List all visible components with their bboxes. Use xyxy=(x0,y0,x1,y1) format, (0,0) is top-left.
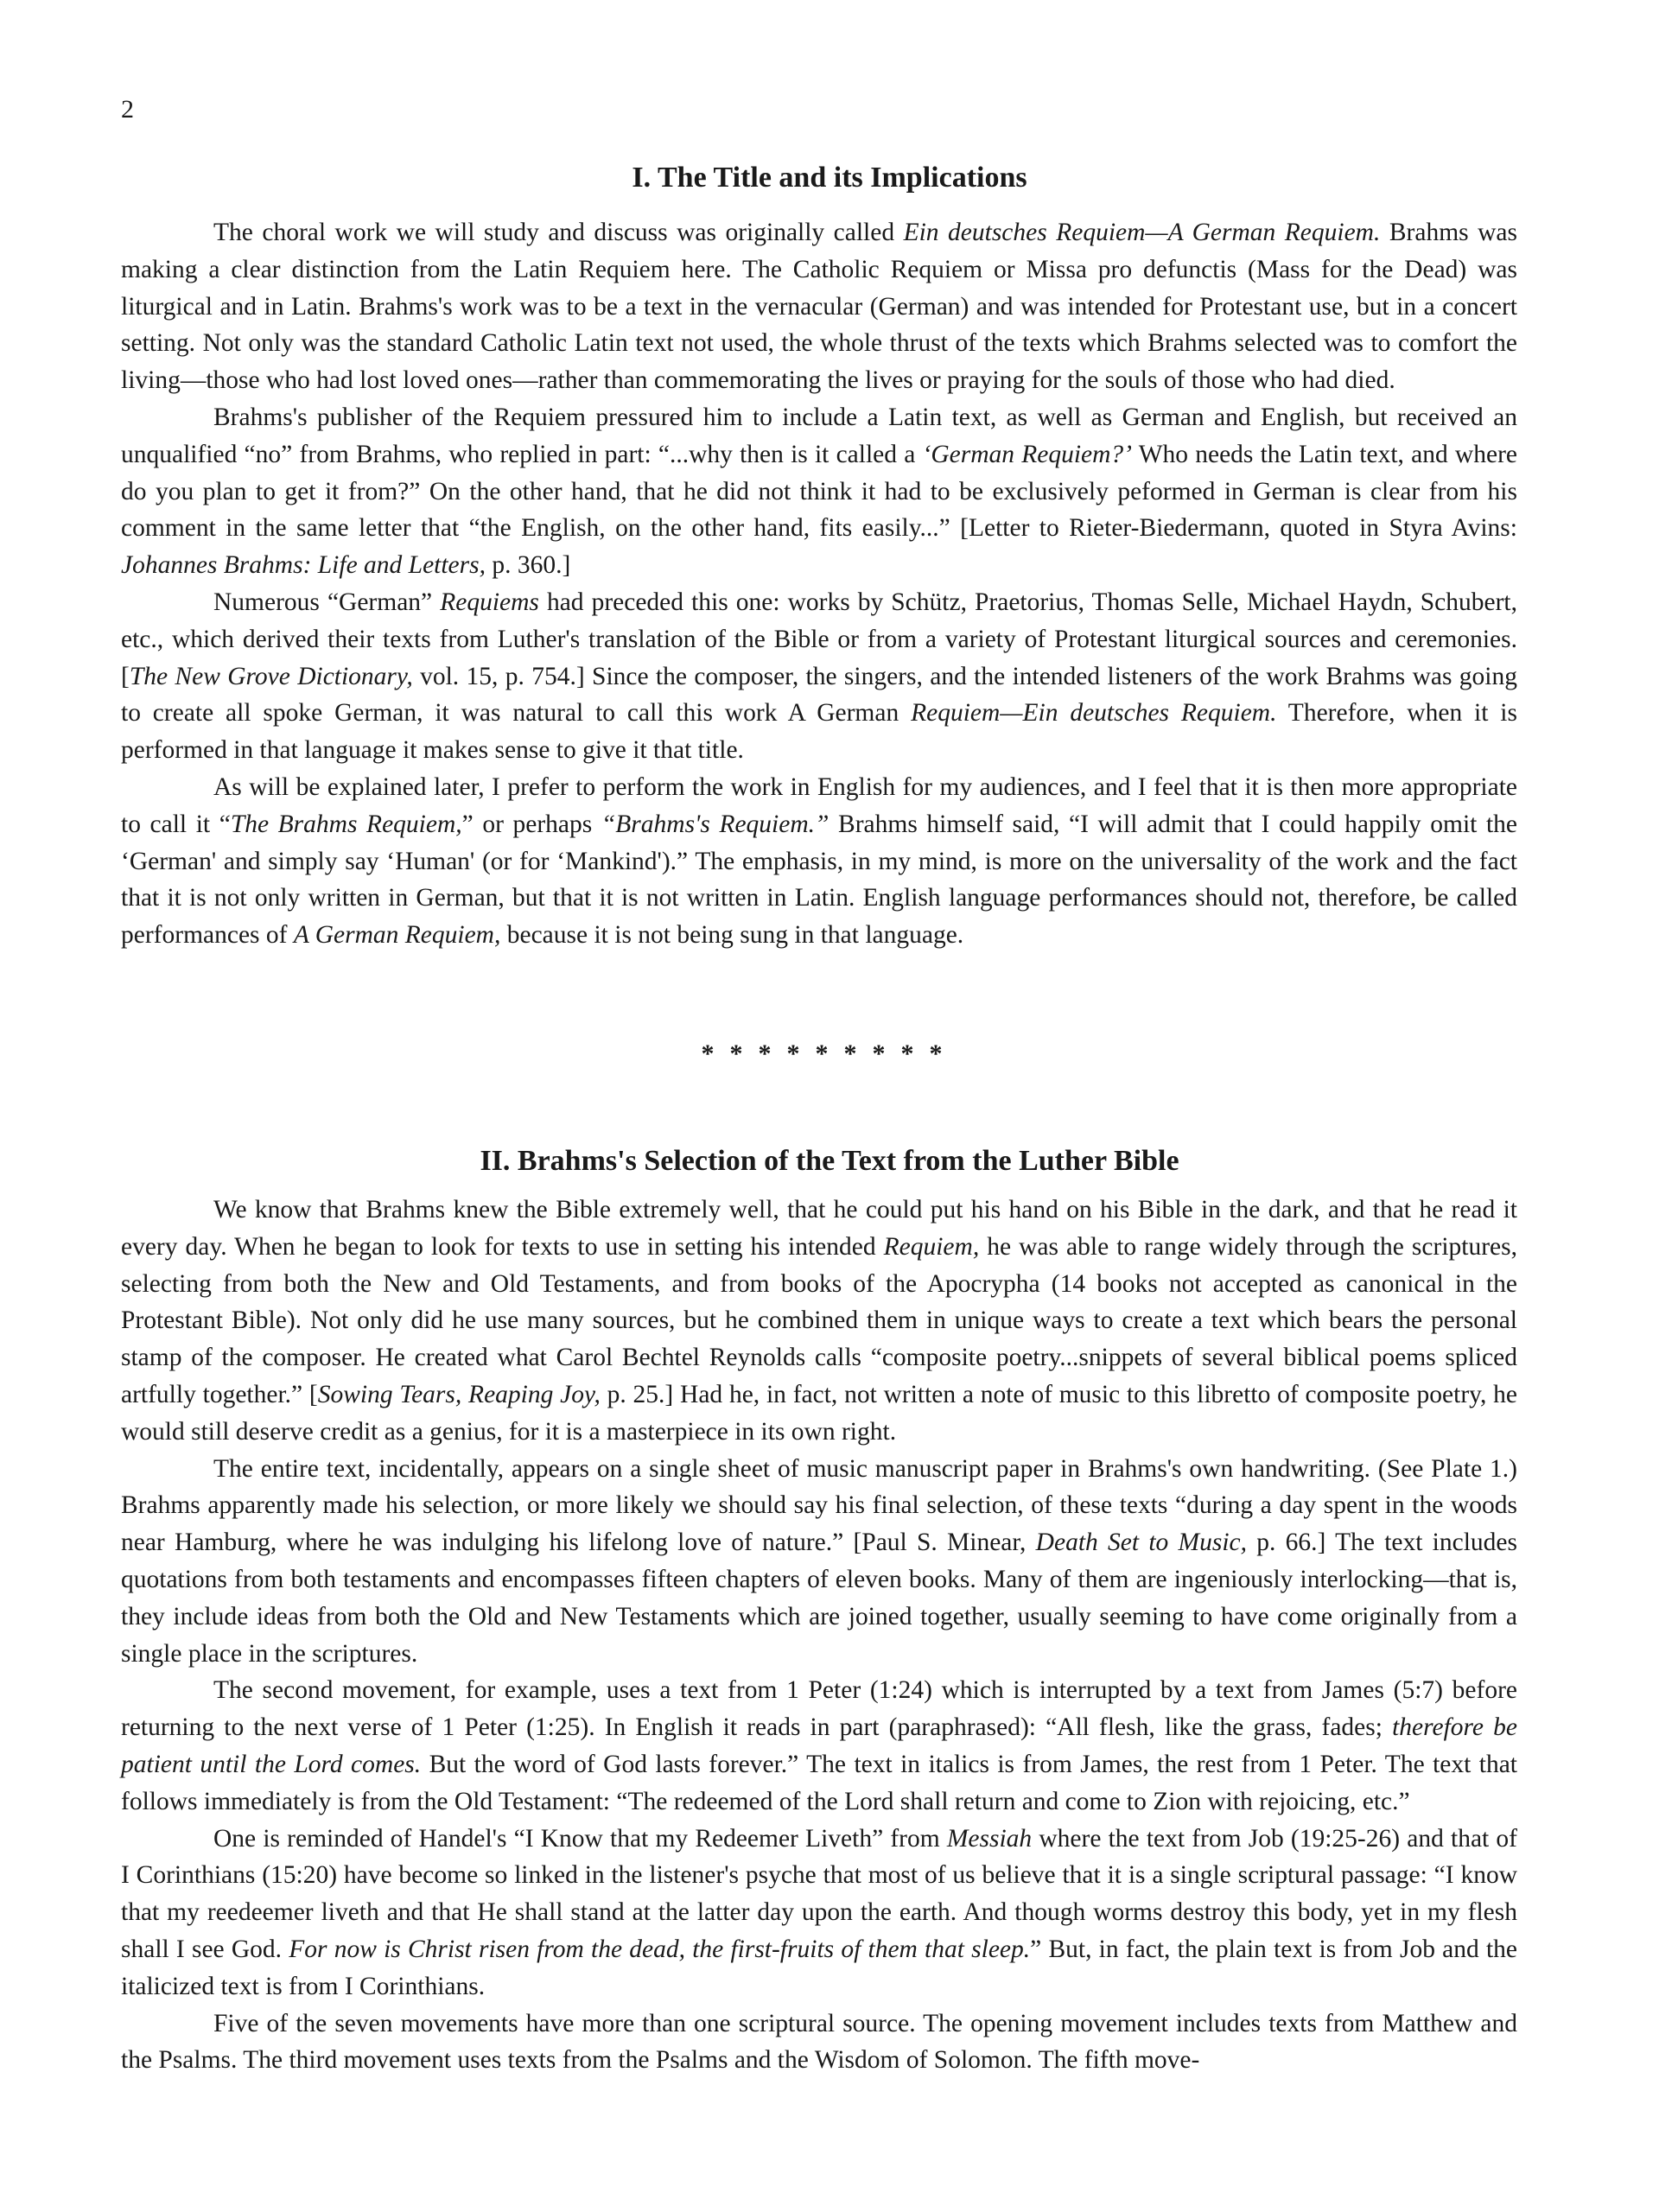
section-1-body xyxy=(121,214,1517,954)
italic-text: Requiems xyxy=(440,588,539,616)
text-run: But the word of God lasts forever.” The text in italics is from James, the rest from 1 Peter. The text that follows immediately is from the Old Testament: “The redeemed of the Lord shall return and come to Zion with rejoicing, etc.” xyxy=(121,1750,1517,1815)
italic-text: ‘German Requiem?’ xyxy=(922,440,1133,468)
italic-text: therefore be patient until the Lord comes. xyxy=(121,1713,1517,1778)
italic-text: The New Grove Dictionary, xyxy=(129,662,413,690)
italic-text: A German Requiem, xyxy=(293,921,501,950)
italic-text: “Brahms's Requiem.” xyxy=(601,810,830,838)
paragraph xyxy=(121,584,1517,769)
text-run: Five of the seven movements have more than one scriptural source. The opening movement includes texts from Matthew and the Psalms. The third movement uses texts from the Psalms and the Wisdom of Solomon. The fifth move- xyxy=(121,2009,1517,2075)
text-run: because it is not being sung in that language. xyxy=(500,921,964,950)
paragraph xyxy=(121,214,1517,399)
page-number: 2 xyxy=(121,95,134,124)
italic-text: For now is Christ risen from the dead, the first-fruits of them that sleep. xyxy=(289,1935,1031,1963)
paragraph xyxy=(121,1672,1517,1820)
text-run: had preceded this one: works by Schütz, Praetorius, Thomas Selle, Michael Haydn, Schubert, etc., which derived their texts from Luther's translation of the Bible or from a variety of Protestant liturgical sources and ceremonies. [ xyxy=(121,588,1517,690)
text-run: Numerous “German” xyxy=(213,588,441,616)
text-run: The second movement, for example, uses a text from 1 Peter (1:24) which is interrupted by a text from James (5:7) before returning to the next verse of 1 Peter (1:25). In English it reads in part (paraphrased): “All flesh, like the grass, fades; xyxy=(121,1676,1517,1742)
text-run: Brahms was making a clear distinction from the Latin Requiem here. The Catholic Requiem or Missa pro defunctis (Mass for the Dead) was liturgical and in Latin. Brahms's work was to be a text in the vernacular (German) and was intended for Protestant use, but in a concert setting. Not only was the standard Catholic Latin text not used, the whole thrust of the texts which Brahms selected was to comfort the living—those who had lost loved ones—rather than commemorating the lives or praying for the souls of those who had died. xyxy=(121,219,1517,395)
section-1-heading: I. The Title and its Implications xyxy=(632,161,1027,194)
paragraph xyxy=(121,1192,1517,1451)
text-run: Brahms's publisher of the Requiem pressured him to include a Latin text, as well as German and English, but received an unqualified “no” from Brahms, who replied in part: “...why then is it called a xyxy=(121,403,1517,468)
text-run: vol. 15, p. 754.] Since the composer, the singers, and the intended listeners of the work Brahms was going to create all spoke German, it was natural to call this work A German xyxy=(121,662,1517,728)
text-run: Who needs the Latin text, and where do you plan to get it from?” On the other hand, that he did not think it had to be exclusively peformed in German is clear from his comment in the same letter that “the English, on the other hand, fits easily...” [Letter to Rieter-Biedermann, quoted in Styra Avins: xyxy=(121,440,1517,543)
text-run: p. 25.] Had he, in fact, not written a note of music to this libretto of composite poetry, he would still deserve credit as a genius, for it is a masterpiece in its own right. xyxy=(121,1380,1517,1446)
text-run: Therefore, when it is performed in that language it makes sense to give it that title. xyxy=(121,699,1517,765)
text-run: We know that Brahms knew the Bible extremely well, that he could put his hand on his Bible in the dark, and that he read it every day. When he began to look for texts to use in setting his intended xyxy=(121,1196,1517,1261)
section-divider: ********* xyxy=(701,1039,958,1068)
section-2-heading: II. Brahms's Selection of the Text from the Luther Bible xyxy=(480,1145,1179,1178)
text-run: ” or perhaps xyxy=(461,810,601,838)
text-run: The entire text, incidentally, appears on a single sheet of music manuscript paper in Brahms's own handwriting. (See Plate 1.) Brahms apparently made his selection, or more likely we should say his final selection, of these texts “during a day spent in the woods near Hamburg, where he was indulging his lifelong love of nature.” [Paul S. Minear, xyxy=(121,1454,1517,1557)
italic-text: The Brahms Requiem, xyxy=(230,810,462,838)
italic-text: Sowing Tears, Reaping Joy, xyxy=(317,1380,601,1408)
text-run: Brahms himself said, “I will admit that I could happily omit the ‘German' and simply say ‘Human' (or for ‘Mankind').” The emphasis, in my mind, is more on the universality of the work and the fact that it is not only written in German, but that it is not written in Latin. English language performances should not, therefore, be called performances of xyxy=(121,810,1517,950)
text-run: p. 360.] xyxy=(486,551,571,580)
italic-text: Requiem, xyxy=(883,1232,980,1261)
text-run: As will be explained later, I prefer to perform the work in English for my audiences, and I feel that it is then more appropriate to call it “ xyxy=(121,772,1517,838)
italic-text: Death Set to Music, xyxy=(1035,1529,1247,1557)
paragraph xyxy=(121,769,1517,954)
paragraph xyxy=(121,2005,1517,2080)
italic-text: Messiah xyxy=(946,1824,1033,1853)
paragraph xyxy=(121,1821,1517,2005)
italic-text: Ein deutsches Requiem—A German Requiem. xyxy=(903,219,1381,246)
text-run: One is reminded of Handel's “I Know that my Redeemer Liveth” from xyxy=(213,1824,947,1853)
italic-text: Johannes Brahms: Life and Letters, xyxy=(121,551,486,580)
text-run: The choral work we will study and discuss was originally called xyxy=(213,219,904,246)
text-run: p. 66.] The text includes quotations from both testaments and encompasses fifteen chapters of eleven books. Many of them are ingeniously interlocking—that is, they include ideas from both the Old and New Testaments which are joined together, usually seeming to have come originally from a single place in the scriptures. xyxy=(121,1529,1517,1668)
text-run: he was able to range widely through the scriptures, selecting from both the New and Old Testaments, and from books of the Apocrypha (14 books not accepted as canonical in the Protestant Bible). Not only did he use many sources, but he combined them in unique ways to create a text which bears the personal stamp of the composer. He created what Carol Bechtel Reynolds calls “composite poetry...snippets of several biblical poems spliced artfully together.” [ xyxy=(121,1232,1517,1408)
section-2-body xyxy=(121,1192,1517,2079)
italic-text: Requiem—Ein deutsches Requiem. xyxy=(911,699,1277,728)
paragraph xyxy=(121,399,1517,584)
paragraph xyxy=(121,1451,1517,1673)
text-run: where the text from Job (19:25-26) and that of I Corinthians (15:20) have become so linked in the listener's psyche that most of us believe that it is a single scriptural passage: “I know that my reedeemer liveth and that He shall stand at the latter day upon the earth. And though worms destroy this body, yet in my flesh shall I see God. xyxy=(121,1824,1517,1963)
text-run: ” But, in fact, the plain text is from Job and the italicized text is from I Corinthians. xyxy=(121,1935,1518,2000)
